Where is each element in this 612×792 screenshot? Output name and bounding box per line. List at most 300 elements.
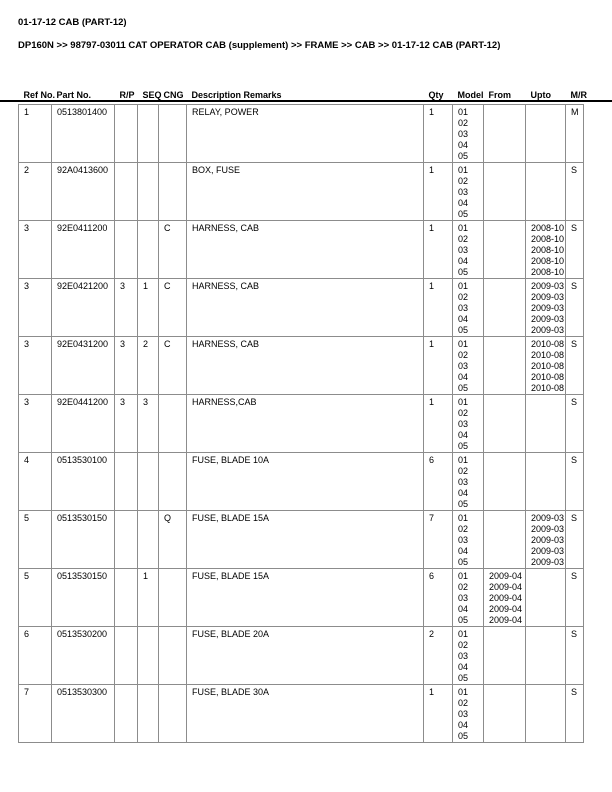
col-header-ref-no: Ref No.: [23, 90, 55, 100]
upto-line: [531, 187, 564, 198]
table-row: [19, 685, 584, 743]
cell-from: [484, 627, 526, 685]
col-header-seq: SEQ: [142, 90, 162, 100]
model-line: 02: [458, 408, 469, 418]
table-row: [19, 453, 584, 511]
cell-seq: [138, 685, 159, 743]
upto-line: 2009-03: [531, 557, 565, 567]
from-line: 2009-04: [489, 615, 523, 625]
from-line: [489, 466, 524, 477]
cell-model: [453, 511, 484, 569]
cell-model: [453, 685, 484, 743]
model-line: 05: [458, 499, 469, 509]
from-line: [489, 314, 524, 325]
model-line: 01: [458, 281, 469, 291]
from-line: [489, 397, 524, 408]
model-line: 02: [458, 582, 469, 592]
from-line: [489, 557, 524, 568]
model-line: 01: [458, 339, 469, 349]
model-line: 04: [458, 198, 469, 208]
model-line: 01: [458, 165, 469, 175]
cell-model: [453, 337, 484, 395]
upto-line: [531, 673, 564, 684]
cell-seq: 1: [138, 569, 159, 627]
from-line: [489, 419, 524, 430]
cell-upto: [526, 163, 566, 221]
from-line: [489, 546, 524, 557]
cell-mr: S: [566, 511, 584, 569]
from-line: 2009-04: [489, 582, 523, 592]
from-line: [489, 129, 524, 140]
cell-mr: M: [566, 105, 584, 163]
upto-line: [531, 593, 564, 604]
page-title: 01-17-12 CAB (PART-12): [18, 17, 127, 28]
cell-from: [484, 337, 526, 395]
from-line: [489, 651, 524, 662]
cell-qty: 1: [424, 279, 453, 337]
from-line: [489, 267, 524, 278]
cell-part: 0513530150: [52, 569, 115, 627]
cell-from: [484, 685, 526, 743]
cell-cng: C: [159, 337, 187, 395]
from-line: [489, 408, 524, 419]
cell-seq: 1: [138, 279, 159, 337]
cell-ref: 2: [19, 163, 52, 221]
cell-rp: [115, 163, 138, 221]
table-row: [19, 569, 584, 627]
cell-upto: [526, 105, 566, 163]
model-line: 05: [458, 615, 469, 625]
from-line: [489, 325, 524, 336]
from-line: [489, 731, 524, 742]
upto-line: [531, 129, 564, 140]
from-line: [489, 107, 524, 118]
cell-cng: C: [159, 279, 187, 337]
cell-rp: [115, 569, 138, 627]
cell-upto: [526, 453, 566, 511]
upto-line: [531, 441, 564, 452]
model-line: 01: [458, 397, 469, 407]
upto-line: 2010-08: [531, 339, 565, 349]
cell-rp: [115, 221, 138, 279]
cell-desc: HARNESS, CAB: [187, 221, 424, 279]
table-row: [19, 279, 584, 337]
model-line: 01: [458, 455, 469, 465]
breadcrumb: DP160N >> 98797-03011 CAT OPERATOR CAB (supplement) >> FRAME >> CAB >> 01-17-12 CAB (PART-12): [18, 40, 501, 51]
model-line: 05: [458, 731, 469, 741]
model-line: 04: [458, 546, 469, 556]
from-line: [489, 383, 524, 394]
upto-line: [531, 604, 564, 615]
model-line: 03: [458, 709, 469, 719]
from-line: [489, 430, 524, 441]
cell-ref: 3: [19, 279, 52, 337]
cell-desc: HARNESS, CAB: [187, 279, 424, 337]
from-line: [489, 223, 524, 234]
cell-upto: [526, 627, 566, 685]
cell-mr: S: [566, 453, 584, 511]
from-line: [489, 292, 524, 303]
from-line: [489, 698, 524, 709]
cell-from: [484, 453, 526, 511]
model-line: 05: [458, 151, 469, 161]
from-line: [489, 441, 524, 452]
col-header-cng: CNG: [163, 90, 184, 100]
cell-qty: 1: [424, 395, 453, 453]
model-line: 05: [458, 325, 469, 335]
upto-line: [531, 731, 564, 742]
cell-desc: FUSE, BLADE 15A: [187, 569, 424, 627]
cell-part: 92E0441200: [52, 395, 115, 453]
upto-line: [531, 165, 564, 176]
cell-from: [484, 163, 526, 221]
cell-part: 92E0411200: [52, 221, 115, 279]
from-line: [489, 640, 524, 651]
cell-mr: S: [566, 163, 584, 221]
cell-rp: [115, 105, 138, 163]
model-line: 03: [458, 361, 469, 371]
model-line: 04: [458, 488, 469, 498]
col-header-from: From: [488, 90, 511, 100]
from-line: 2009-04: [489, 593, 523, 603]
cell-ref: 1: [19, 105, 52, 163]
from-line: [489, 176, 524, 187]
upto-line: 2008-10: [531, 234, 565, 244]
cell-part: 92E0431200: [52, 337, 115, 395]
cell-from: [484, 279, 526, 337]
upto-line: [531, 430, 564, 441]
from-line: [489, 245, 524, 256]
from-line: [489, 372, 524, 383]
from-line: [489, 151, 524, 162]
from-line: [489, 350, 524, 361]
cell-seq: [138, 163, 159, 221]
upto-line: [531, 151, 564, 162]
cell-qty: 1: [424, 105, 453, 163]
cell-rp: [115, 453, 138, 511]
upto-line: 2008-10: [531, 223, 565, 233]
from-line: [489, 720, 524, 731]
model-line: 04: [458, 430, 469, 440]
model-line: 04: [458, 314, 469, 324]
model-line: 03: [458, 535, 469, 545]
upto-line: 2010-08: [531, 383, 565, 393]
model-line: 02: [458, 292, 469, 302]
upto-line: 2009-03: [531, 524, 565, 534]
model-line: 04: [458, 140, 469, 150]
upto-line: 2009-03: [531, 292, 565, 302]
table-row: [19, 105, 584, 163]
cell-cng: [159, 395, 187, 453]
from-line: [489, 361, 524, 372]
cell-from: [484, 105, 526, 163]
col-header-upto: Upto: [530, 90, 551, 100]
from-line: [489, 524, 524, 535]
from-line: [489, 673, 524, 684]
model-line: 03: [458, 477, 469, 487]
cell-part: 92A0413600: [52, 163, 115, 221]
from-line: [489, 198, 524, 209]
cell-model: [453, 453, 484, 511]
cell-model: [453, 163, 484, 221]
cell-qty: 1: [424, 163, 453, 221]
upto-line: [531, 419, 564, 430]
col-header-rp: R/P: [119, 90, 135, 100]
parts-table: [18, 84, 587, 743]
from-line: [489, 513, 524, 524]
model-line: 03: [458, 419, 469, 429]
cell-desc: FUSE, BLADE 20A: [187, 627, 424, 685]
upto-line: 2010-08: [531, 372, 565, 382]
cell-upto: [526, 511, 566, 569]
from-line: [489, 165, 524, 176]
from-line: [489, 477, 524, 488]
table-row: [19, 511, 584, 569]
model-line: 02: [458, 524, 469, 534]
upto-line: [531, 651, 564, 662]
cell-from: [484, 395, 526, 453]
cell-upto: [526, 569, 566, 627]
cell-desc: HARNESS, CAB: [187, 337, 424, 395]
cell-ref: 3: [19, 221, 52, 279]
upto-line: [531, 720, 564, 731]
cell-rp: [115, 685, 138, 743]
cell-mr: S: [566, 337, 584, 395]
cell-seq: [138, 627, 159, 685]
table-row: [19, 221, 584, 279]
from-line: [489, 662, 524, 673]
cell-desc: FUSE, BLADE 15A: [187, 511, 424, 569]
cell-desc: RELAY, POWER: [187, 105, 424, 163]
from-line: [489, 256, 524, 267]
upto-line: [531, 198, 564, 209]
cell-mr: S: [566, 279, 584, 337]
from-line: [489, 209, 524, 220]
cell-rp: 3: [115, 395, 138, 453]
upto-line: [531, 118, 564, 129]
model-line: 05: [458, 383, 469, 393]
cell-seq: 2: [138, 337, 159, 395]
cell-part: 92E0421200: [52, 279, 115, 337]
upto-line: [531, 582, 564, 593]
from-line: [489, 687, 524, 698]
cell-ref: 6: [19, 627, 52, 685]
table-row: [19, 395, 584, 453]
cell-cng: [159, 627, 187, 685]
upto-line: [531, 662, 564, 673]
upto-line: [531, 615, 564, 626]
model-line: 05: [458, 673, 469, 683]
cell-mr: S: [566, 627, 584, 685]
cell-seq: 3: [138, 395, 159, 453]
upto-line: [531, 477, 564, 488]
cell-cng: Q: [159, 511, 187, 569]
upto-line: [531, 488, 564, 499]
header-rule: [0, 100, 612, 102]
col-header-mr: M/R: [570, 90, 587, 100]
col-header-model: Model: [457, 90, 484, 100]
cell-upto: [526, 337, 566, 395]
cell-cng: [159, 163, 187, 221]
cell-mr: S: [566, 395, 584, 453]
cell-ref: 5: [19, 511, 52, 569]
upto-line: 2009-03: [531, 281, 565, 291]
cell-qty: 1: [424, 685, 453, 743]
cell-from: [484, 569, 526, 627]
model-line: 02: [458, 176, 469, 186]
upto-line: [531, 397, 564, 408]
upto-line: [531, 709, 564, 720]
cell-ref: 4: [19, 453, 52, 511]
cell-part: 0513530200: [52, 627, 115, 685]
model-line: 01: [458, 107, 469, 117]
upto-line: [531, 499, 564, 510]
cell-rp: 3: [115, 279, 138, 337]
model-line: 04: [458, 662, 469, 672]
col-header-qty: Qty: [428, 90, 444, 100]
upto-line: [531, 571, 564, 582]
cell-rp: 3: [115, 337, 138, 395]
cell-cng: [159, 685, 187, 743]
cell-cng: [159, 453, 187, 511]
upto-line: 2008-10: [531, 256, 565, 266]
model-line: 02: [458, 118, 469, 128]
cell-part: 0513530300: [52, 685, 115, 743]
cell-upto: [526, 279, 566, 337]
upto-line: [531, 408, 564, 419]
cell-qty: 1: [424, 337, 453, 395]
table-row: [19, 337, 584, 395]
cell-cng: [159, 569, 187, 627]
cell-from: [484, 221, 526, 279]
cell-desc: FUSE, BLADE 10A: [187, 453, 424, 511]
model-line: 05: [458, 267, 469, 277]
cell-seq: [138, 453, 159, 511]
table-row: [19, 163, 584, 221]
model-line: 03: [458, 593, 469, 603]
model-line: 05: [458, 557, 469, 567]
upto-line: [531, 209, 564, 220]
cell-mr: S: [566, 685, 584, 743]
cell-part: 0513801400: [52, 105, 115, 163]
cell-model: [453, 221, 484, 279]
model-line: 03: [458, 245, 469, 255]
upto-line: 2010-08: [531, 350, 565, 360]
cell-upto: [526, 685, 566, 743]
upto-line: [531, 640, 564, 651]
upto-line: [531, 140, 564, 151]
from-line: [489, 187, 524, 198]
upto-line: 2009-03: [531, 535, 565, 545]
from-line: [489, 118, 524, 129]
model-line: 04: [458, 720, 469, 730]
upto-line: [531, 466, 564, 477]
from-line: [489, 629, 524, 640]
cell-qty: 2: [424, 627, 453, 685]
upto-line: 2008-10: [531, 267, 565, 277]
model-line: 03: [458, 651, 469, 661]
cell-upto: [526, 395, 566, 453]
upto-line: [531, 107, 564, 118]
model-line: 02: [458, 350, 469, 360]
model-line: 01: [458, 629, 469, 639]
from-line: [489, 281, 524, 292]
parts-table-body: [19, 105, 584, 743]
cell-cng: [159, 105, 187, 163]
model-line: 03: [458, 129, 469, 139]
model-line: 04: [458, 604, 469, 614]
model-line: 04: [458, 256, 469, 266]
model-line: 02: [458, 234, 469, 244]
upto-line: [531, 176, 564, 187]
col-header-description: Description Remarks: [191, 90, 282, 100]
cell-ref: 7: [19, 685, 52, 743]
upto-line: 2009-03: [531, 325, 565, 335]
cell-from: [484, 511, 526, 569]
cell-ref: 3: [19, 395, 52, 453]
upto-line: [531, 687, 564, 698]
cell-ref: 3: [19, 337, 52, 395]
table-row: [19, 627, 584, 685]
model-line: 02: [458, 698, 469, 708]
model-line: 05: [458, 441, 469, 451]
cell-part: 0513530150: [52, 511, 115, 569]
cell-part: 0513530100: [52, 453, 115, 511]
from-line: [489, 455, 524, 466]
cell-model: [453, 395, 484, 453]
cell-desc: FUSE, BLADE 30A: [187, 685, 424, 743]
model-line: 02: [458, 640, 469, 650]
cell-desc: HARNESS,CAB: [187, 395, 424, 453]
upto-line: [531, 629, 564, 640]
model-line: 01: [458, 687, 469, 697]
upto-line: 2008-10: [531, 245, 565, 255]
cell-model: [453, 627, 484, 685]
cell-cng: C: [159, 221, 187, 279]
upto-line: [531, 698, 564, 709]
model-line: 03: [458, 303, 469, 313]
cell-seq: [138, 511, 159, 569]
model-line: 01: [458, 571, 469, 581]
cell-mr: S: [566, 221, 584, 279]
model-line: 05: [458, 209, 469, 219]
cell-rp: [115, 511, 138, 569]
cell-rp: [115, 627, 138, 685]
cell-mr: S: [566, 569, 584, 627]
upto-line: 2009-03: [531, 513, 565, 523]
cell-upto: [526, 221, 566, 279]
model-line: 01: [458, 513, 469, 523]
cell-qty: 6: [424, 569, 453, 627]
cell-qty: 7: [424, 511, 453, 569]
from-line: [489, 535, 524, 546]
from-line: [489, 499, 524, 510]
upto-line: 2009-03: [531, 314, 565, 324]
model-line: 01: [458, 223, 469, 233]
cell-model: [453, 569, 484, 627]
from-line: [489, 339, 524, 350]
cell-model: [453, 105, 484, 163]
cell-seq: [138, 221, 159, 279]
cell-seq: [138, 105, 159, 163]
cell-qty: 1: [424, 221, 453, 279]
from-line: [489, 709, 524, 720]
upto-line: 2010-08: [531, 361, 565, 371]
model-line: 03: [458, 187, 469, 197]
cell-model: [453, 279, 484, 337]
from-line: [489, 234, 524, 245]
upto-line: [531, 455, 564, 466]
